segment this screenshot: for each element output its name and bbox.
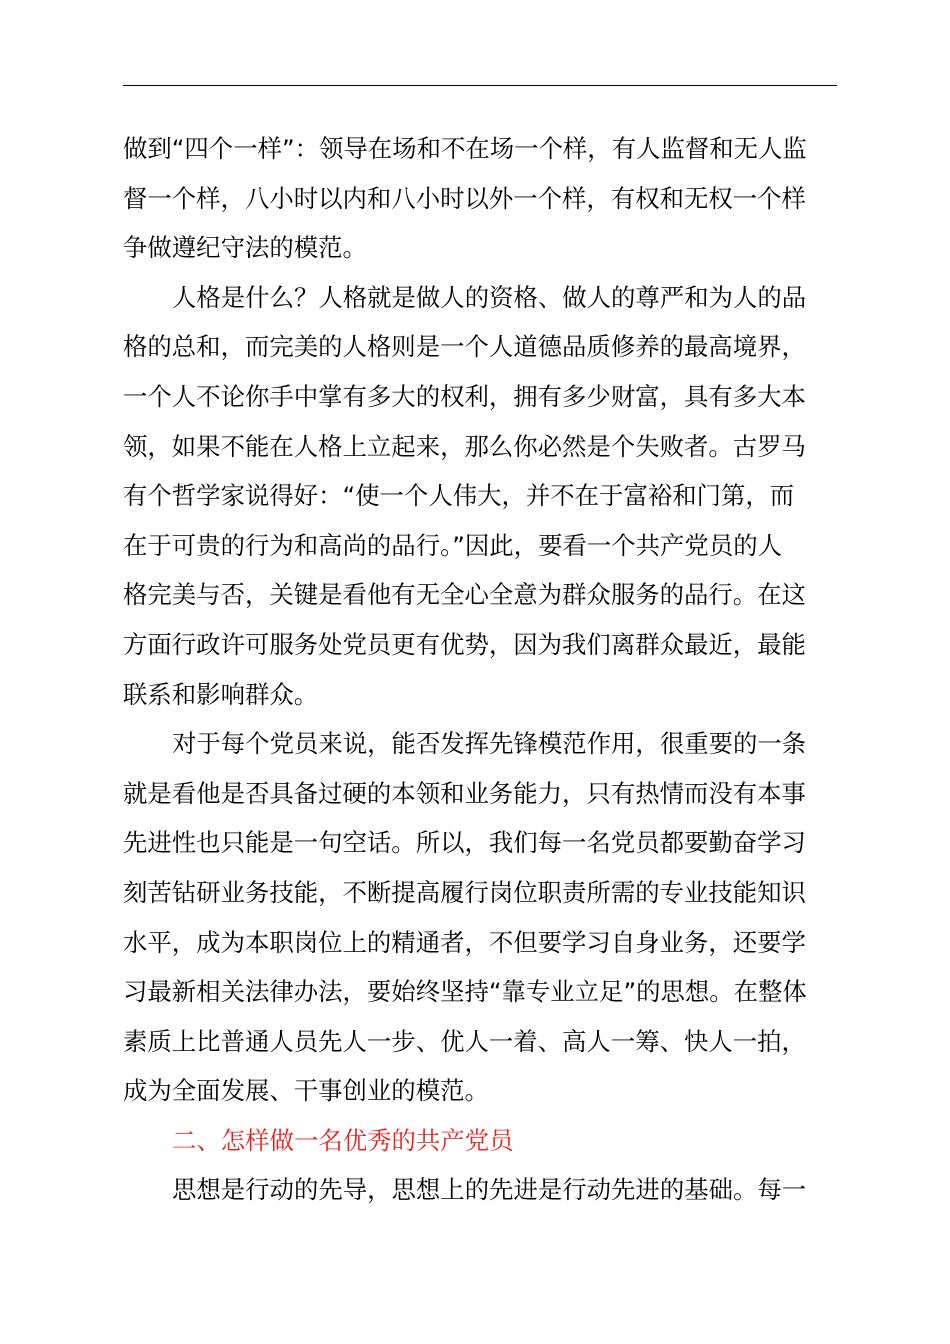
- text-line: 格完美与否，关键是看他有无全心全意为群众服务的品行。在这: [123, 580, 806, 610]
- text-line: 督一个样，八小时以内和八小时以外一个样，有权和无权一个样: [123, 183, 806, 213]
- text-line: 争做遵纪守法的模范。: [123, 233, 367, 263]
- text-line: 有个哲学家说得好：“使一个人伟大，并不在于富裕和门第，而: [123, 481, 795, 511]
- text-line: 成为全面发展、干事创业的模范。: [123, 1076, 489, 1106]
- text-line: 水平，成为本职岗位上的精通者，不但要学习自身业务，还要学: [123, 927, 806, 957]
- paragraph-2: [123, 273, 837, 719]
- text-line: 做到“四个一样”：领导在场和不在场一个样，有人监督和无人监: [123, 134, 807, 163]
- text-line: 在于可贵的行为和高尚的品行。”因此，要看一个共产党员的人: [123, 530, 782, 560]
- paragraph-3: [123, 719, 837, 1116]
- text-line: 人格是什么？人格就是做人的资格、做人的尊严和为人的品: [172, 282, 807, 312]
- section-heading-paragraph: [123, 1116, 837, 1166]
- paragraph-1: [123, 124, 837, 273]
- text-line: 素质上比普通人员先人一步、优人一着、高人一筹、快人一拍，: [123, 1026, 806, 1056]
- text-line: 领，如果不能在人格上立起来，那么你必然是个失败者。古罗马: [123, 431, 806, 461]
- text-line: 习最新相关法律办法，要始终坚持“靠专业立足”的思想。在整体: [123, 977, 807, 1007]
- header-rule: [123, 85, 837, 86]
- section-heading: 二、怎样做一名优秀的共产党员: [172, 1125, 514, 1155]
- paragraph-4: [123, 1165, 837, 1215]
- document-body: [123, 124, 837, 1215]
- text-line: 先进性也只能是一句空话。所以，我们每一名党员都要勤奋学习: [123, 828, 806, 858]
- text-line: 方面行政许可服务处党员更有优势，因为我们离群众最近，最能: [123, 629, 806, 659]
- text-line: 就是看他是否具备过硬的本领和业务能力，只有热情而没有本事: [123, 778, 806, 808]
- text-line: 刻苦钻研业务技能，不断提高履行岗位职责所需的专业技能知识: [123, 877, 806, 907]
- text-line: 思想是行动的先导，思想上的先进是行动先进的基础。每一: [172, 1175, 807, 1205]
- text-line: 联系和影响群众。: [123, 679, 319, 709]
- text-line: 对于每个党员来说，能否发挥先锋模范作用，很重要的一条: [172, 729, 807, 759]
- text-line: 一个人不论你手中掌有多大的权利，拥有多少财富，具有多大本: [123, 381, 806, 411]
- text-line: 格的总和，而完美的人格则是一个人道德品质修养的最高境界，: [123, 332, 806, 362]
